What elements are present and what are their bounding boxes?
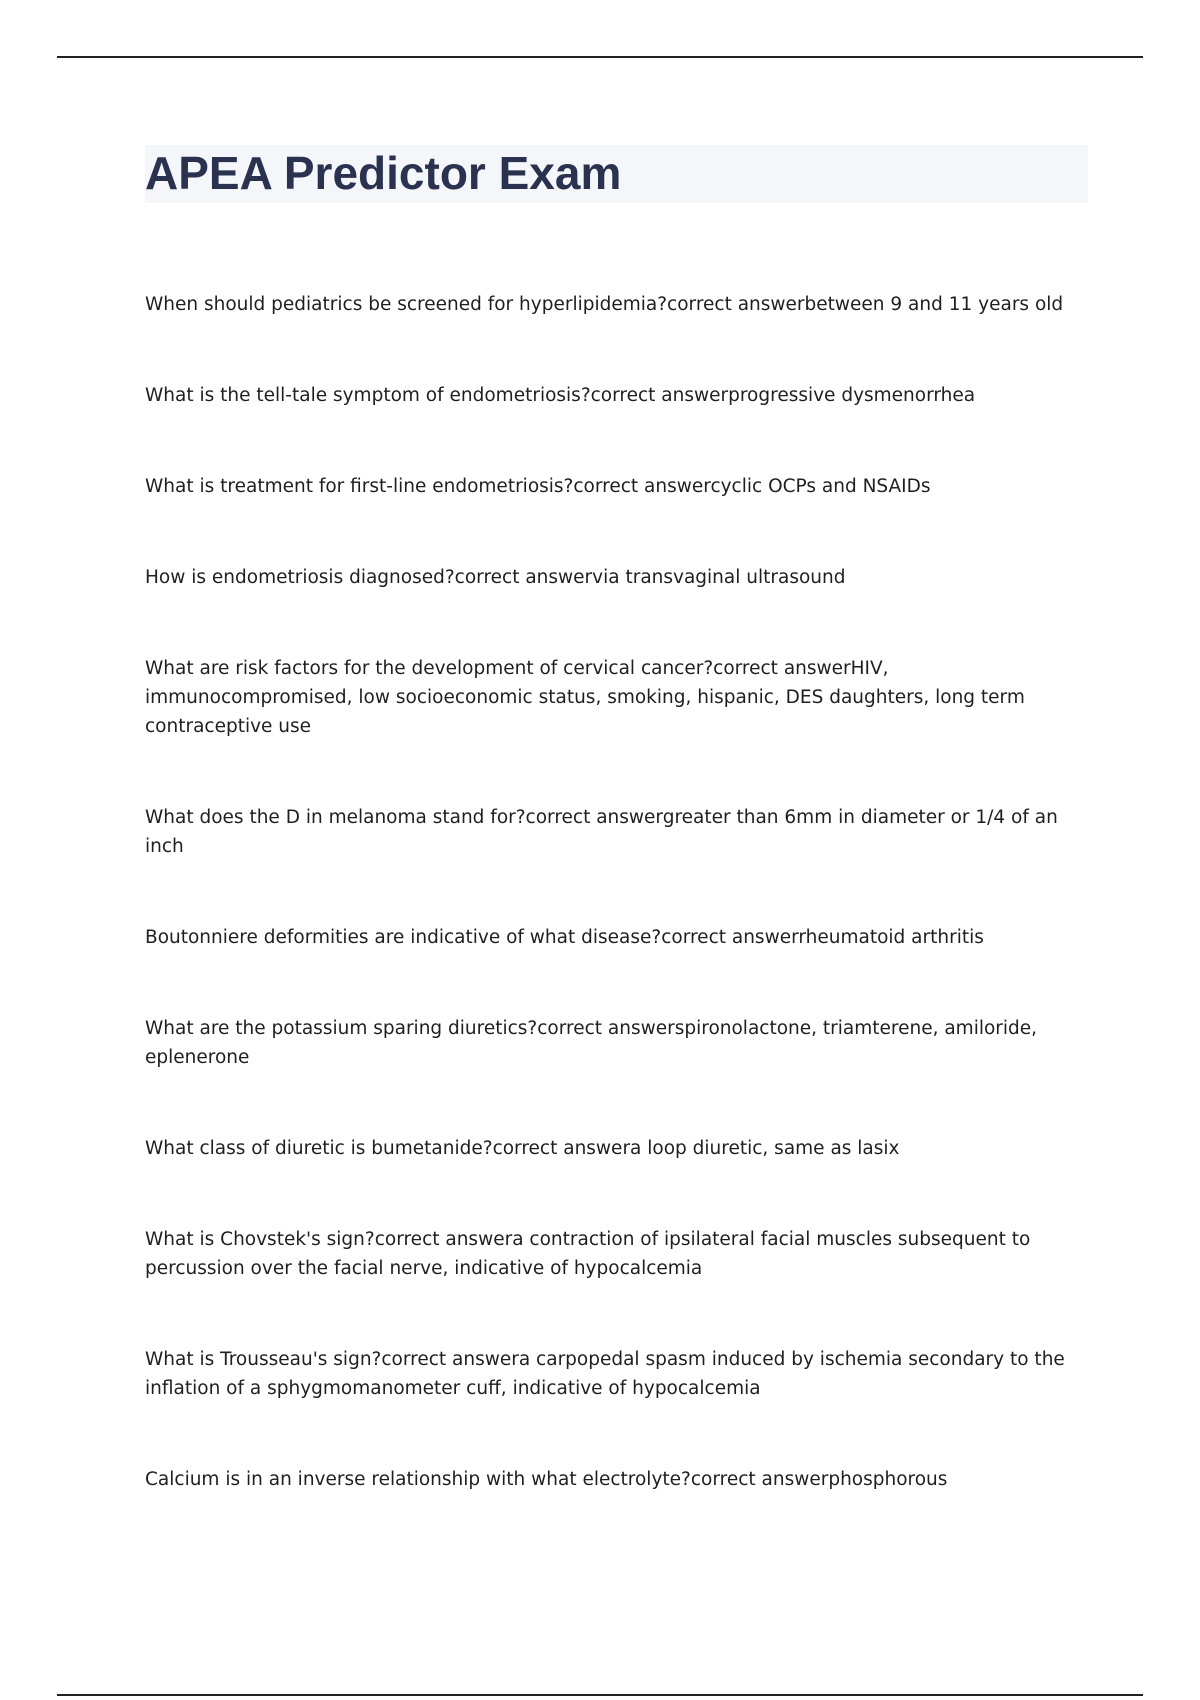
qa-item: What are risk factors for the development of cervical cancer?correct answerHIV, immunocompromised, low socioeconomic status, smoking, hispanic, DES daughters, long term contraceptive use <box>145 658 1025 737</box>
footer-rule <box>57 1694 1143 1696</box>
qa-item: How is endometriosis diagnosed?correct answervia transvaginal ultrasound <box>145 567 846 588</box>
qa-list <box>145 290 1090 1556</box>
qa-item: What is Trousseau's sign?correct answera carpopedal spasm induced by ischemia secondary to the inflation of a sphygmomanometer cuff, indicative of hypocalcemia <box>145 1349 1065 1399</box>
qa-item: What is treatment for first-line endometriosis?correct answercyclic OCPs and NSAIDs <box>145 476 931 497</box>
qa-item: What is the tell-tale symptom of endometriosis?correct answerprogressive dysmenorrhea <box>145 385 976 406</box>
qa-item: What does the D in melanoma stand for?correct answergreater than 6mm in diameter or 1/4 of an inch <box>145 807 1058 857</box>
qa-item: What class of diuretic is bumetanide?correct answera loop diuretic, same as lasix <box>145 1138 900 1159</box>
qa-item: What is Chovstek's sign?correct answera contraction of ipsilateral facial muscles subsequent to percussion over the facial nerve, indicative of hypocalcemia <box>145 1229 1031 1279</box>
qa-item: Calcium is in an inverse relationship with what electrolyte?correct answerphosphorous <box>145 1469 948 1490</box>
qa-item: Boutonniere deformities are indicative of what disease?correct answerrheumatoid arthritis <box>145 927 984 948</box>
header-rule <box>57 56 1143 58</box>
qa-item: What are the potassium sparing diuretics?correct answerspironolactone, triamterene, amiloride, eplenerone <box>145 1018 1038 1068</box>
qa-item: When should pediatrics be screened for hyperlipidemia?correct answerbetween 9 and 11 years old <box>145 294 1064 315</box>
document-title: APEA Predictor Exam <box>145 147 622 199</box>
